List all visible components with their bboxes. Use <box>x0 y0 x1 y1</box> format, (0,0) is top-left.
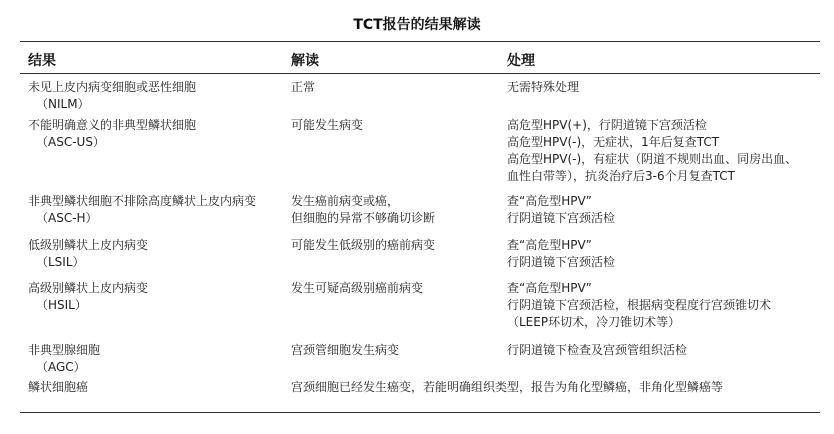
handling-cell <box>507 117 827 185</box>
interpretation-cell <box>291 280 501 297</box>
header-handling: 处理 <box>507 53 535 69</box>
result-cell <box>28 280 283 314</box>
header-result: 结果 <box>28 53 56 69</box>
interpretation-cell <box>291 117 501 134</box>
handling-cell <box>507 280 827 331</box>
result-code: （ASC-US） <box>36 135 105 149</box>
result-text: 非典型腺细胞 <box>28 343 101 357</box>
handling-text: （LEEP环切术，冷刀锥切术等） <box>507 315 681 329</box>
result-text: 未见上皮内病变细胞或恶性细胞 <box>28 80 197 94</box>
interpretation-text: 但细胞的异常不够确切诊断 <box>291 211 436 225</box>
interpretation-text: 宫颈细胞已经发生癌变，若能明确组织类型，报告为角化型鳞癌，非角化型鳞癌等 <box>291 380 724 394</box>
result-code: （ASC-H） <box>36 211 98 225</box>
result-text: 低级别鳞状上皮内病变 <box>28 238 149 252</box>
handling-text: 行阴道镜下宫颈活检 <box>507 255 616 269</box>
result-text: 高级别鳞状上皮内病变 <box>28 281 149 295</box>
result-cell <box>28 117 283 151</box>
result-text: 不能明确意义的非典型鳞状细胞 <box>28 118 197 132</box>
table-title: TCT报告的结果解读 <box>353 17 481 33</box>
result-code: （NILM） <box>36 97 90 111</box>
header-rule <box>20 73 820 74</box>
interpretation-cell <box>291 79 501 96</box>
result-text: 非典型鳞状细胞不排除高度鳞状上皮内病变 <box>28 194 257 208</box>
handling-text: 行阴道镜下检查及宫颈管组织活检 <box>507 343 688 357</box>
header-interpretation: 解读 <box>291 53 319 69</box>
handling-text: 高危型HPV(+)，行阴道镜下宫颈活检 <box>507 118 707 132</box>
handling-cell <box>507 237 827 271</box>
table-top-rule <box>20 41 820 42</box>
interpretation-text: 可能发生低级别的癌前病变 <box>291 238 436 252</box>
table-bottom-rule <box>20 412 820 413</box>
result-cell <box>28 379 283 396</box>
handling-text: 高危型HPV(-)，有症状（阴道不规则出血、同房出血、 <box>507 152 798 166</box>
result-cell <box>28 237 283 271</box>
result-cell <box>28 193 283 227</box>
handling-text: 高危型HPV(-)，无症状，1年后复查TCT <box>507 135 720 149</box>
result-cell <box>28 342 283 376</box>
handling-text: 查“高危型HPV” <box>507 238 592 252</box>
handling-text: 查“高危型HPV” <box>507 194 592 208</box>
interpretation-cell <box>291 342 501 359</box>
interpretation-text: 发生癌前病变或癌， <box>291 194 400 208</box>
interpretation-text: 可能发生病变 <box>291 118 364 132</box>
result-code: （LSIL） <box>36 255 85 269</box>
handling-text: 行阴道镜下宫颈活检 <box>507 211 616 225</box>
handling-cell <box>507 342 827 359</box>
handling-text: 血性白带等），抗炎治疗后3-6个月复查TCT <box>507 169 735 183</box>
interpretation-cell <box>291 193 501 227</box>
result-code: （AGC） <box>36 360 86 374</box>
interpretation-text: 宫颈管细胞发生病变 <box>291 343 400 357</box>
interpretation-text: 正常 <box>291 80 316 94</box>
interpretation-cell <box>291 237 501 254</box>
result-code: （HSIL） <box>36 298 87 312</box>
result-text: 鳞状细胞癌 <box>28 380 89 394</box>
handling-cell <box>507 193 827 227</box>
interpretation-text: 发生可疑高级别癌前病变 <box>291 281 424 295</box>
interpretation-cell <box>291 379 821 396</box>
handling-text: 行阴道镜下宫颈活检，根据病变程度行宫颈锥切术 <box>507 298 772 312</box>
result-cell <box>28 79 283 113</box>
handling-cell <box>507 79 827 96</box>
handling-text: 无需特殊处理 <box>507 80 580 94</box>
handling-text: 查“高危型HPV” <box>507 281 592 295</box>
